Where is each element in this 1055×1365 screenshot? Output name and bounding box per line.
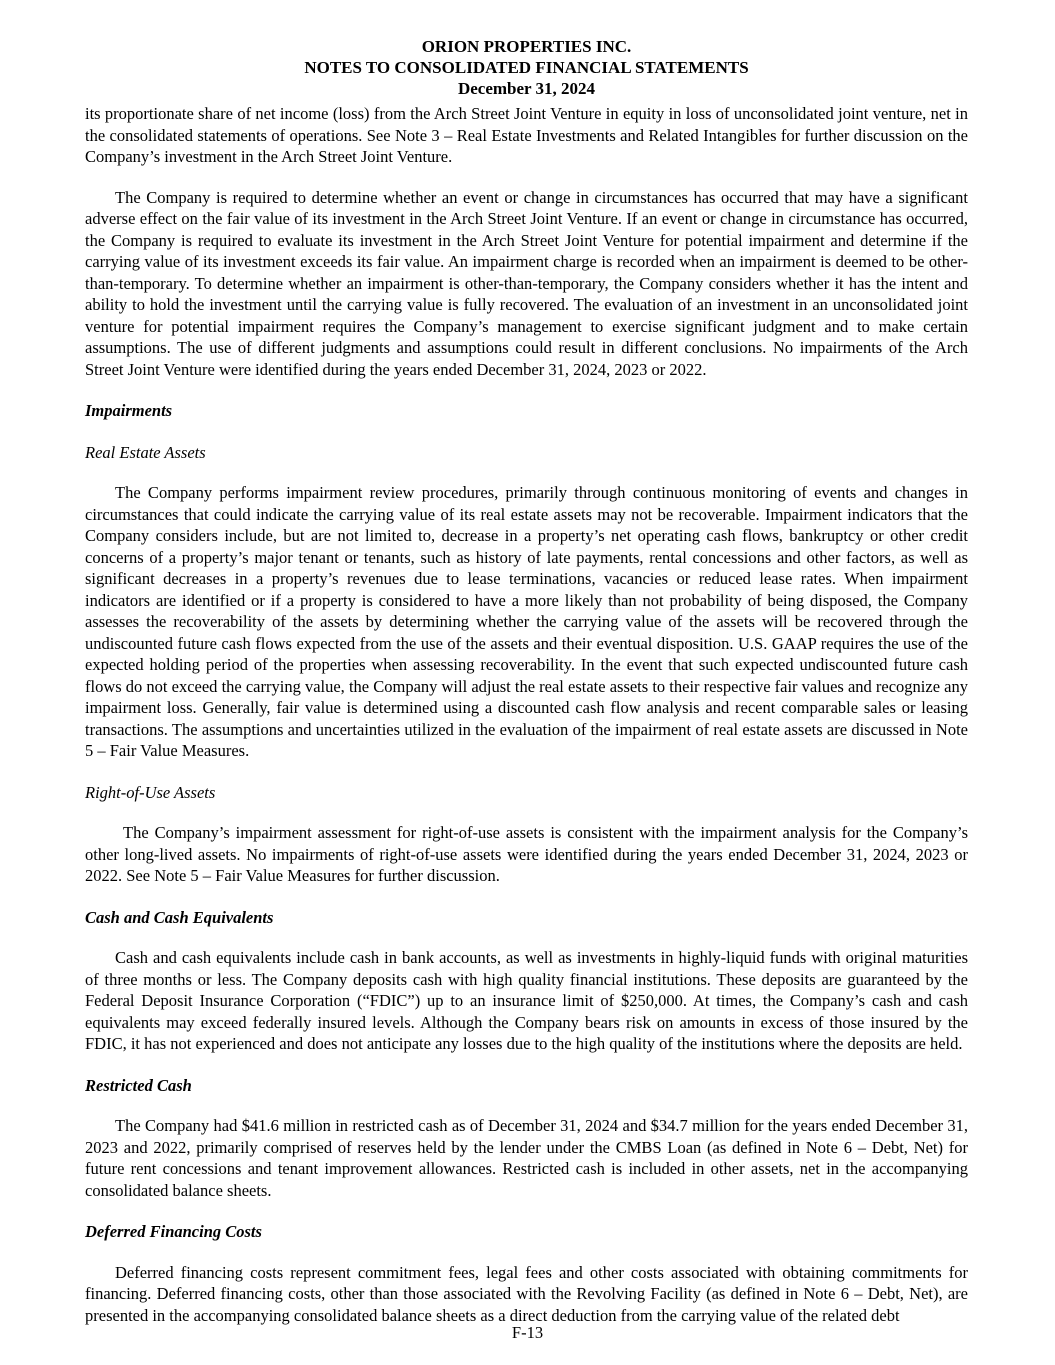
company-name: ORION PROPERTIES INC. [421, 37, 632, 56]
page-number: F-13 [511, 1322, 544, 1342]
heading-impairments: Impairments [85, 401, 173, 420]
document-header [85, 36, 968, 99]
heading-cash-and-cash-equivalents: Cash and Cash Equivalents [85, 907, 274, 927]
document-title: NOTES TO CONSOLIDATED FINANCIAL STATEMENTS [304, 58, 749, 77]
paragraph-cash-and-cash-equivalents: Cash and cash equivalents include cash in bank accounts, as well as investments in highly-liquid funds with original maturities of three months or less. The Company deposits cash with high quality financial institutions. These deposits are guaranteed by the Federal Deposit Insurance Corporation (“FDIC”) up to an insurance limit of $250,000. At times, the Company’s cash and cash equivalents may exceed federally insured levels. Although the Company bears risk on amounts in excess of those insured by the FDIC, it has not experienced and does not anticipate any losses due to the high quality of the institutions where the deposits are held. [85, 948, 968, 1053]
heading-restricted-cash: Restricted Cash [85, 1075, 192, 1095]
paragraph-restricted-cash: The Company had $41.6 million in restricted cash as of December 31, 2024 and $34.7 million for the years ended December 31, 2023 and 2022, primarily comprised of reserves held by the lender under the CMBS Loan (as defined in Note 6 – Debt, Net) for future rent concessions and tenant improvement allowances. Restricted cash is included in other assets, net in the accompanying consolidated balance sheets. [85, 1116, 968, 1200]
page-footer [0, 1322, 1055, 1344]
paragraph-continuation: its proportionate share of net income (loss) from the Arch Street Joint Venture in equity in loss of unconsolidated joint venture, net in the consolidated statements of operations. See Note 3 – Real Estate Investments and Related Intangibles for further discussion on the Company’s investment in the Arch Street Joint Venture. [85, 104, 968, 166]
paragraph-real-estate-assets: The Company performs impairment review procedures, primarily through continuous monitoring of events and changes in circumstances that could indicate the carrying value of its real estate assets may not be recoverable. Impairment indicators that the Company considers include, but are not limited to, decrease in a property’s net operating cash flows, bankruptcy or other credit concerns of a property’s major tenant or tenants, such as history of late payments, rental concessions and other factors, as well as significant decreases in a property’s revenues due to lease terminations, vacancies or reduced lease rates. When impairment indicators are identified or if a property is considered to have a more likely than not probability of being disposed, the Company assesses the recoverability of the assets by determining whether the carrying value of the assets will be recovered through the undiscounted future cash flows expected from the use of the assets and their eventual disposition. U.S. GAAP requires the use of the expected holding period of the properties when assessing recoverability. In the event that such expected undiscounted future cash flows do not exceed the carrying value, the Company will adjust the real estate assets to their respective fair values and recognize any impairment loss. Generally, fair value is determined using a discounted cash flow analysis and recent comparable sales or leasing transactions. The assumptions and uncertainties utilized in the evaluation of the impairment of real estate assets are discussed in Note 5 – Fair Value Measures. [85, 483, 968, 760]
paragraph-right-of-use-assets: The Company’s impairment assessment for right-of-use assets is consistent with the impairment analysis for the Company’s other long-lived assets. No impairments of right-of-use assets were identified during the years ended December 31, 2024, 2023 or 2022. See Note 5 – Fair Value Measures for further discussion. [85, 823, 968, 885]
heading-deferred-financing-costs: Deferred Financing Costs [85, 1222, 262, 1241]
document-body [85, 103, 968, 1326]
paragraph-deferred-financing-costs: Deferred financing costs represent commitment fees, legal fees and other costs associated with obtaining commitments for financing. Deferred financing costs, other than those associated with the Revolving Facility (as defined in Note 6 – Debt, Net), are presented in the accompanying consolidated balance sheets as a direct deduction from the carrying value of the related debt [85, 1262, 968, 1325]
subheading-right-of-use-assets: Right-of-Use Assets [85, 782, 216, 802]
subheading-real-estate-assets: Real Estate Assets [85, 442, 206, 462]
statement-date: December 31, 2024 [457, 79, 596, 98]
paragraph-joint-venture-impairment: The Company is required to determine whether an event or change in circumstances has occurred that may have a significant adverse effect on the fair value of its investment in the Arch Street Joint Venture. If an event or change in circumstance has occurred, the Company is required to evaluate its investment in the Arch Street Joint Venture for potential impairment and determine if the carrying value of its investment exceeds its fair value. An impairment charge is recorded when an impairment is deemed to be other-than-temporary. To determine whether an impairment is other-than-temporary, the Company considers whether it has the intent and ability to hold the investment until the carrying value is fully recovered. The evaluation of an investment in an unconsolidated joint venture for potential impairment requires the Company’s management to exercise significant judgment and to make certain assumptions. The use of different judgments and assumptions could result in different conclusions. No impairments of the Arch Street Joint Venture were identified during the years ended December 31, 2024, 2023 or 2022. [85, 187, 968, 379]
